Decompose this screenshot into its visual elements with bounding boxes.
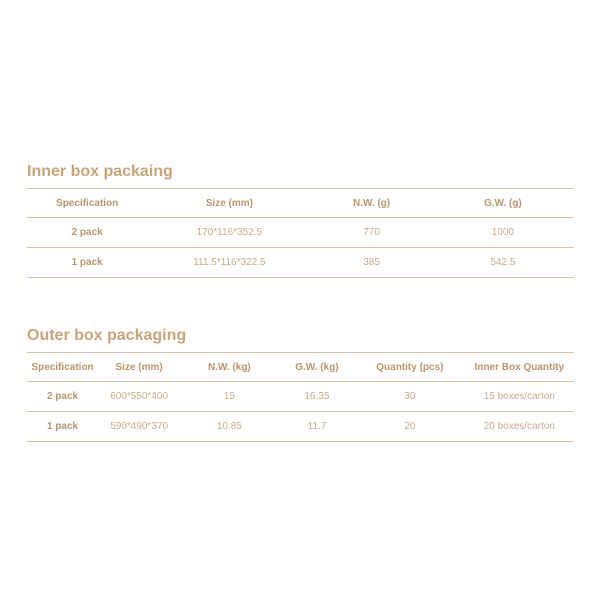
cell-size: 600*550*400	[110, 391, 169, 402]
table-header-row	[27, 189, 574, 218]
outer-box-title: Outer box packaging	[27, 327, 187, 344]
table-row	[27, 412, 574, 442]
cell-quantity: 20	[404, 421, 416, 432]
header-specification: Specification	[56, 197, 119, 209]
table-header-row	[27, 353, 574, 382]
header-net-weight: N.W. (g)	[352, 197, 391, 209]
cell-specification: 1 pack	[46, 421, 79, 432]
cell-size: 170*116*352.5	[196, 227, 263, 238]
cell-size: 590*490*370	[110, 421, 169, 432]
header-quantity: Quantity (pcs)	[376, 361, 444, 373]
table-row	[27, 248, 574, 278]
cell-net-weight: 770	[363, 227, 380, 238]
outer-box-section	[27, 324, 574, 442]
cell-specification: 1 pack	[71, 257, 103, 268]
inner-box-title: Inner box packaing	[27, 163, 173, 180]
header-gross-weight: G.W. (kg)	[295, 361, 339, 373]
header-net-weight: N.W. (kg)	[207, 361, 251, 373]
header-size: Size (mm)	[115, 361, 163, 373]
cell-net-weight: 10.85	[216, 421, 242, 432]
cell-net-weight: 15	[223, 391, 235, 402]
cell-gross-weight: 11.7	[307, 421, 327, 432]
cell-gross-weight: 542.5	[490, 257, 516, 268]
inner-box-section	[27, 160, 574, 278]
outer-box-table	[27, 352, 574, 442]
header-gross-weight: G.W. (g)	[483, 197, 522, 209]
header-inner-box-quantity: Inner Box Quantity	[474, 361, 565, 373]
table-row	[27, 218, 574, 248]
cell-inner-box-quantity: 15 boxes/carton	[483, 391, 555, 402]
cell-specification: 2 pack	[71, 227, 103, 238]
cell-gross-weight: 16.35	[304, 391, 330, 402]
cell-net-weight: 385	[363, 257, 380, 268]
cell-gross-weight: 1000	[491, 227, 514, 238]
cell-inner-box-quantity: 20 boxes/carton	[483, 421, 555, 432]
header-size: Size (mm)	[205, 197, 253, 209]
cell-size: 111.5*116*322.5	[193, 257, 266, 268]
inner-box-table	[27, 188, 574, 278]
table-row	[27, 382, 574, 412]
cell-specification: 2 pack	[46, 391, 79, 402]
header-specification: Specification	[31, 361, 94, 373]
cell-quantity: 30	[404, 391, 416, 402]
